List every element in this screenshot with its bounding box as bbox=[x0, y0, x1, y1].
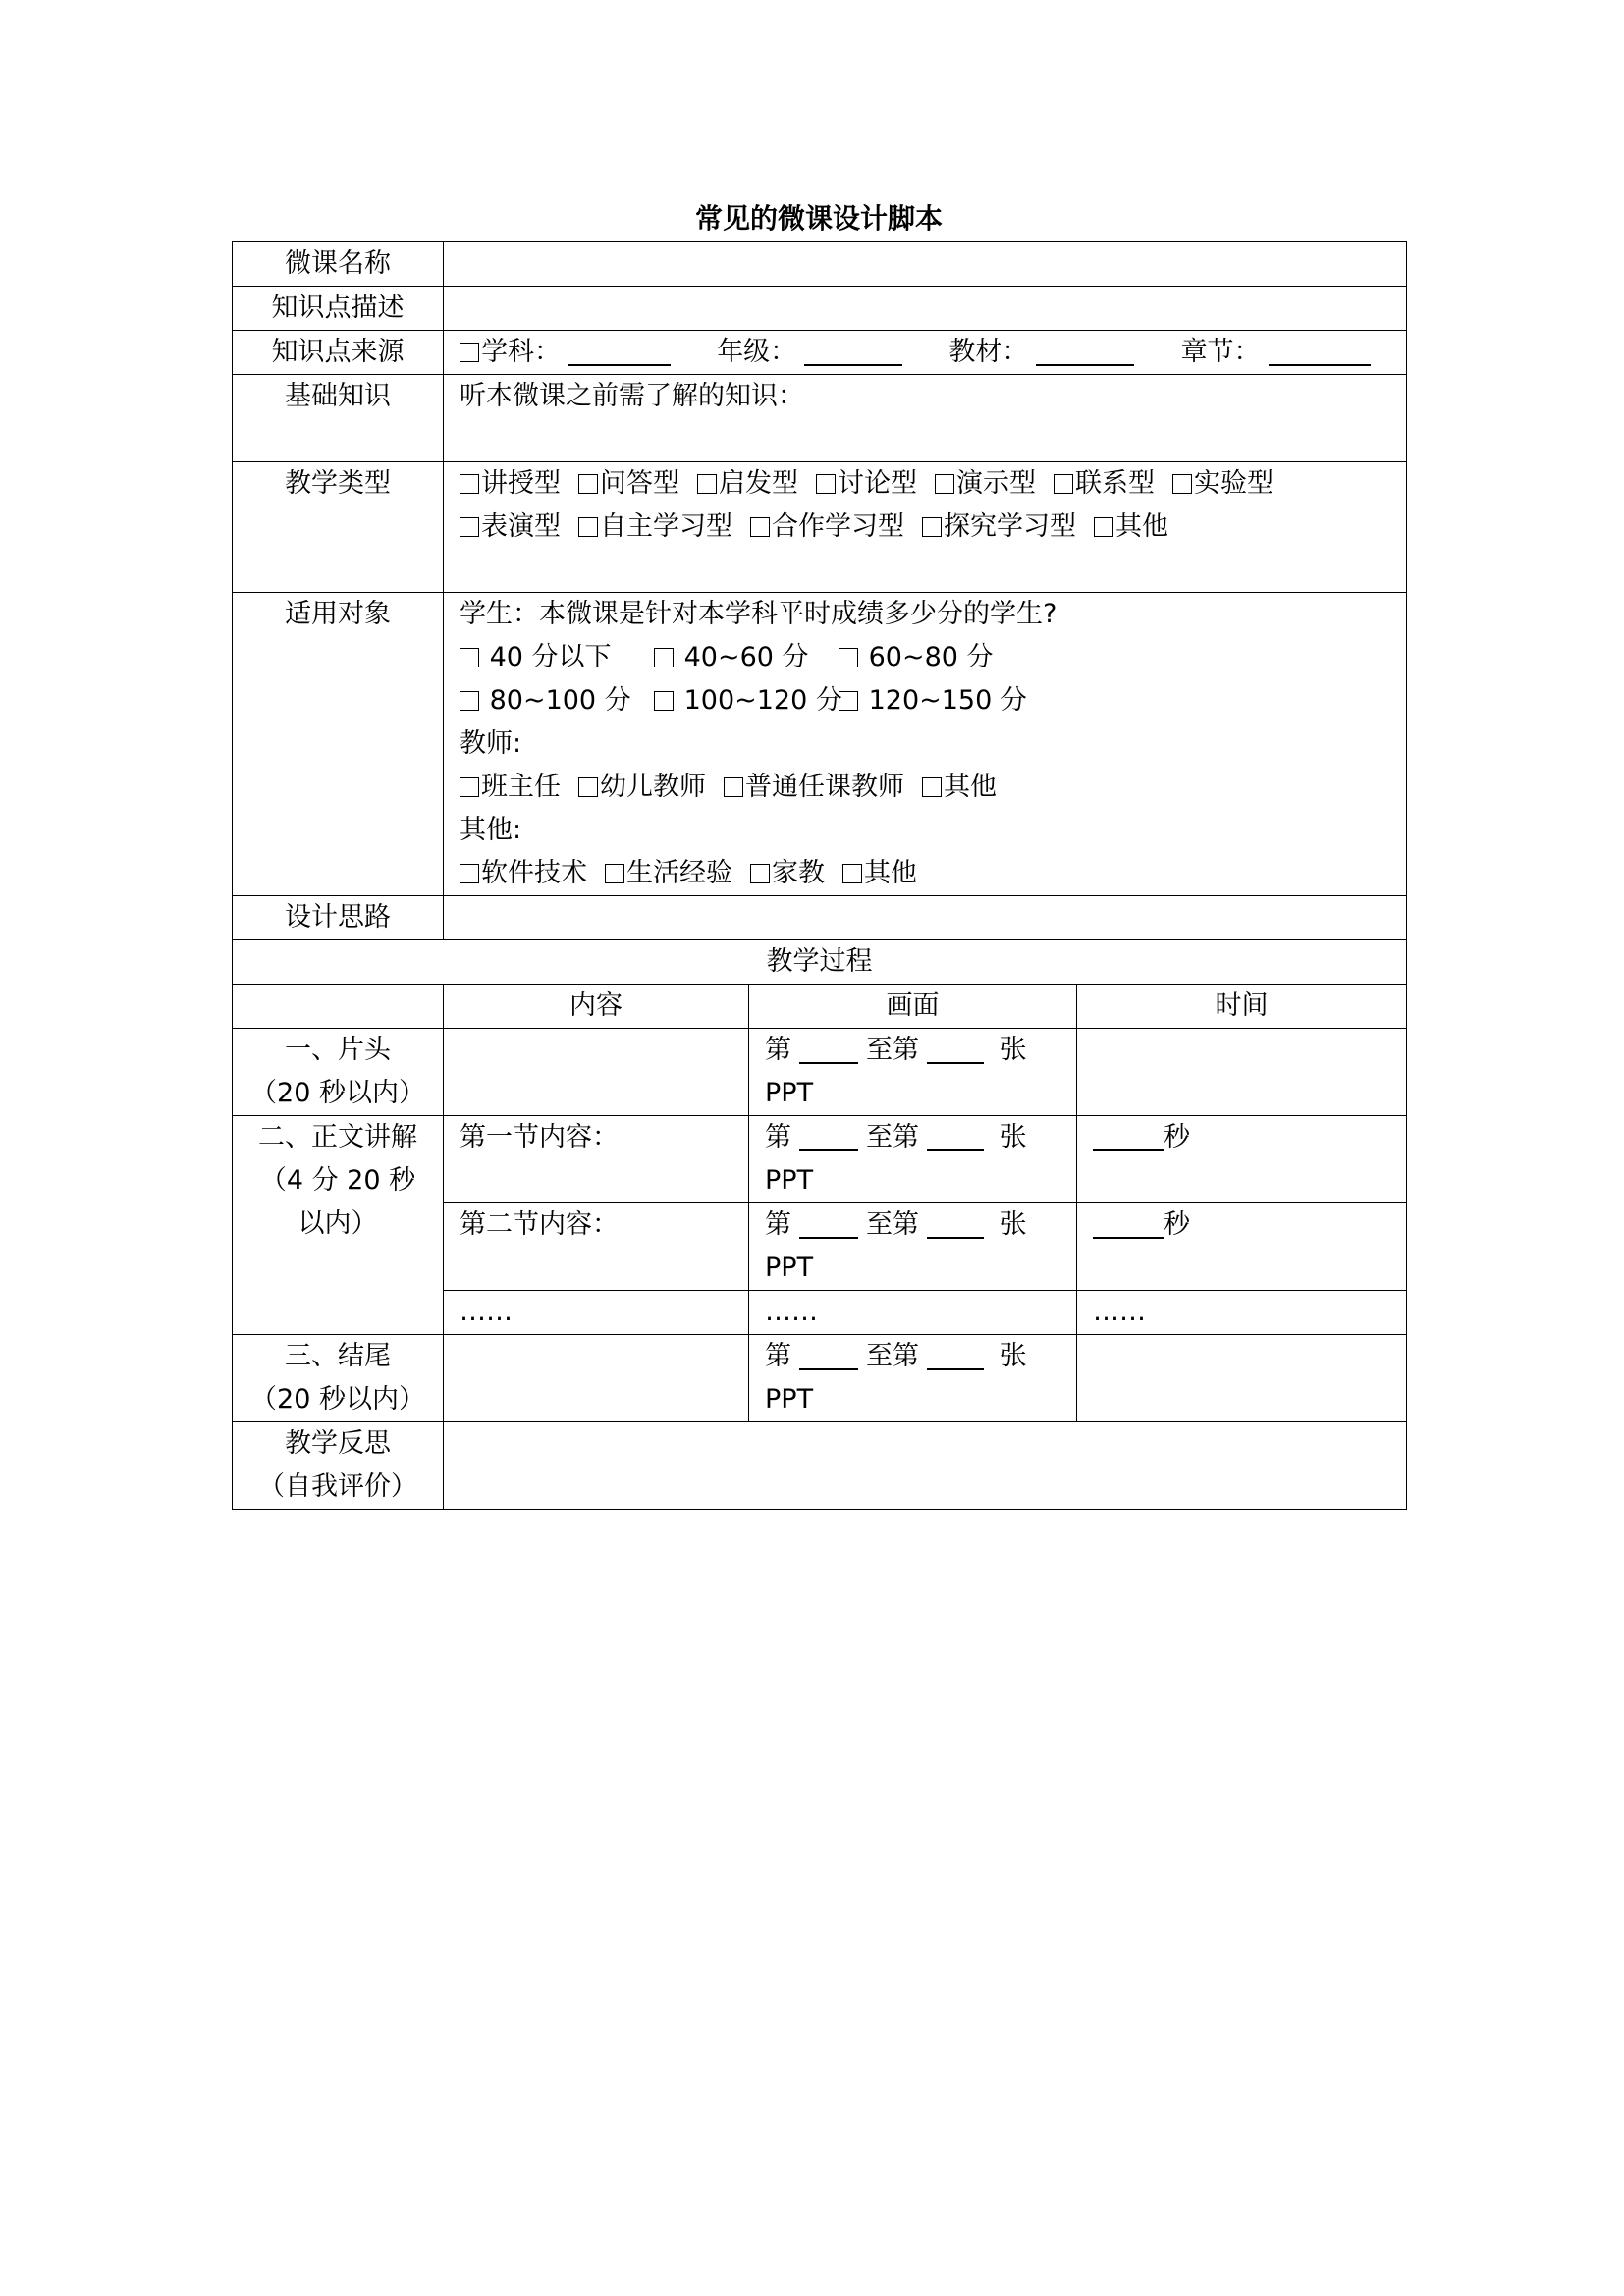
frame-end-blank[interactable] bbox=[927, 1207, 984, 1239]
opening-time-field[interactable] bbox=[1077, 1029, 1407, 1116]
checkbox-icon bbox=[842, 864, 862, 883]
design-idea-field[interactable] bbox=[444, 896, 1407, 940]
label-reflection: 教学反思 （自我评价） bbox=[233, 1422, 444, 1510]
opening-content-field[interactable] bbox=[444, 1029, 749, 1116]
checkbox-icon bbox=[750, 517, 770, 537]
section2-time-field: 秒 bbox=[1077, 1203, 1407, 1291]
label-source: 知识点来源 bbox=[233, 331, 444, 375]
teaching-type-options bbox=[444, 462, 1407, 593]
column-header-time: 时间 bbox=[1077, 985, 1407, 1029]
type-option[interactable]: 讲授型 bbox=[460, 462, 561, 506]
checkbox-icon bbox=[605, 864, 624, 883]
checkbox-icon bbox=[697, 474, 717, 494]
type-option[interactable]: 讨论型 bbox=[816, 462, 917, 506]
frame-start-blank[interactable] bbox=[799, 1033, 858, 1064]
teacher-option[interactable]: 幼儿教师 bbox=[578, 766, 706, 809]
label-basic-knowledge: 基础知识 bbox=[233, 375, 444, 462]
row-ending bbox=[233, 1335, 1407, 1422]
checkbox-icon bbox=[460, 777, 479, 797]
other-label: 其他: bbox=[460, 815, 522, 845]
label-audience: 适用对象 bbox=[233, 593, 444, 896]
name-field[interactable] bbox=[444, 242, 1407, 287]
checkbox-icon bbox=[578, 517, 598, 537]
ending-time-field[interactable] bbox=[1077, 1335, 1407, 1422]
checkbox-icon bbox=[922, 517, 942, 537]
row-column-headers bbox=[233, 985, 1407, 1029]
section1-content[interactable]: 第一节内容： bbox=[444, 1116, 749, 1203]
checkbox-icon bbox=[460, 648, 479, 667]
other-option[interactable]: 软件技术 bbox=[460, 852, 587, 895]
subject-blank[interactable] bbox=[568, 335, 671, 366]
type-option[interactable]: 联系型 bbox=[1054, 462, 1155, 506]
score-option[interactable]: 120~150 分 bbox=[839, 679, 1027, 722]
row-source bbox=[233, 331, 1407, 375]
textbook-label: 教材： bbox=[948, 337, 1029, 367]
label-body: 二、正文讲解 （4 分 20 秒以内） bbox=[233, 1116, 444, 1335]
description-field[interactable] bbox=[444, 287, 1407, 331]
frame-start-blank[interactable] bbox=[799, 1120, 858, 1151]
subject-checkbox[interactable] bbox=[460, 343, 479, 362]
ellipsis-frame: …… bbox=[749, 1291, 1077, 1335]
seconds-blank[interactable] bbox=[1093, 1120, 1164, 1151]
checkbox-icon bbox=[816, 474, 836, 494]
section1-time-field: 秒 bbox=[1077, 1116, 1407, 1203]
textbook-blank[interactable] bbox=[1036, 335, 1134, 366]
seconds-blank[interactable] bbox=[1093, 1207, 1164, 1239]
checkbox-icon bbox=[750, 864, 770, 883]
checkbox-icon bbox=[839, 648, 858, 667]
checkbox-icon bbox=[460, 691, 479, 711]
source-field bbox=[444, 331, 1407, 375]
label-description: 知识点描述 bbox=[233, 287, 444, 331]
subject-label: 学科： bbox=[481, 337, 561, 367]
checkbox-icon bbox=[1094, 517, 1113, 537]
type-option[interactable]: 表演型 bbox=[460, 506, 561, 549]
frame-end-blank[interactable] bbox=[927, 1339, 984, 1370]
score-option[interactable]: 40~60 分 bbox=[654, 636, 821, 679]
teacher-option[interactable]: 普通任课教师 bbox=[724, 766, 904, 809]
empty-header-cell bbox=[233, 985, 444, 1029]
row-opening bbox=[233, 1029, 1407, 1116]
teacher-option[interactable]: 其他 bbox=[922, 766, 997, 809]
type-option[interactable]: 自主学习型 bbox=[578, 506, 732, 549]
basic-knowledge-text: 听本微课之前需了解的知识： bbox=[460, 381, 804, 411]
frame-end-blank[interactable] bbox=[927, 1033, 984, 1064]
grade-label: 年级： bbox=[717, 337, 797, 367]
score-option[interactable]: 40 分以下 bbox=[460, 636, 636, 679]
type-option[interactable]: 实验型 bbox=[1172, 462, 1273, 506]
type-option[interactable]: 启发型 bbox=[697, 462, 798, 506]
ending-frame-field: 第 至第 张 PPT bbox=[749, 1335, 1077, 1422]
checkbox-icon bbox=[578, 777, 598, 797]
checkbox-icon bbox=[460, 517, 479, 537]
section2-frame-field: 第 至第 张 PPT bbox=[749, 1203, 1077, 1291]
frame-end-blank[interactable] bbox=[927, 1120, 984, 1151]
row-teaching-type bbox=[233, 462, 1407, 593]
section2-content[interactable]: 第二节内容： bbox=[444, 1203, 749, 1291]
label-teaching-type: 教学类型 bbox=[233, 462, 444, 593]
row-design-idea bbox=[233, 896, 1407, 940]
checkbox-icon bbox=[935, 474, 954, 494]
ellipsis-content: …… bbox=[444, 1291, 749, 1335]
type-option[interactable]: 问答型 bbox=[578, 462, 679, 506]
other-option[interactable]: 生活经验 bbox=[605, 852, 732, 895]
checkbox-icon bbox=[578, 474, 598, 494]
teacher-option[interactable]: 班主任 bbox=[460, 766, 561, 809]
section1-frame-field: 第 至第 张 PPT bbox=[749, 1116, 1077, 1203]
other-option[interactable]: 其他 bbox=[842, 852, 917, 895]
checkbox-icon bbox=[460, 864, 479, 883]
checkbox-icon bbox=[1172, 474, 1192, 494]
grade-blank[interactable] bbox=[804, 335, 902, 366]
script-form-table bbox=[232, 241, 1407, 1510]
label-name: 微课名称 bbox=[233, 242, 444, 287]
score-option[interactable]: 60~80 分 bbox=[839, 636, 994, 679]
row-reflection bbox=[233, 1422, 1407, 1510]
chapter-label: 章节： bbox=[1180, 337, 1261, 367]
type-option[interactable]: 其他 bbox=[1094, 506, 1168, 549]
label-opening: 一、片头 （20 秒以内） bbox=[233, 1029, 444, 1116]
row-description bbox=[233, 287, 1407, 331]
type-option[interactable]: 演示型 bbox=[935, 462, 1036, 506]
checkbox-icon bbox=[922, 777, 942, 797]
frame-start-blank[interactable] bbox=[799, 1207, 858, 1239]
document-title: 常见的微课设计脚本 bbox=[694, 202, 943, 235]
score-option[interactable]: 80~100 分 bbox=[460, 679, 636, 722]
chapter-blank[interactable] bbox=[1269, 335, 1371, 366]
row-body-section1 bbox=[233, 1116, 1407, 1203]
reflection-field[interactable] bbox=[444, 1422, 1407, 1510]
column-header-content: 内容 bbox=[444, 985, 749, 1029]
checkbox-icon bbox=[654, 691, 674, 711]
process-header: 教学过程 bbox=[233, 940, 1407, 985]
audience-field bbox=[444, 593, 1407, 896]
teacher-label: 教师: bbox=[460, 728, 522, 759]
label-ending: 三、结尾 （20 秒以内） bbox=[233, 1335, 444, 1422]
checkbox-icon bbox=[460, 474, 479, 494]
type-option[interactable]: 合作学习型 bbox=[750, 506, 904, 549]
type-option[interactable]: 探究学习型 bbox=[922, 506, 1076, 549]
row-name bbox=[233, 242, 1407, 287]
frame-start-blank[interactable] bbox=[799, 1339, 858, 1370]
row-audience bbox=[233, 593, 1407, 896]
basic-knowledge-field[interactable] bbox=[444, 375, 1407, 462]
label-design-idea: 设计思路 bbox=[233, 896, 444, 940]
student-question: 学生：本微课是针对本学科平时成绩多少分的学生? bbox=[460, 599, 1057, 629]
checkbox-icon bbox=[1054, 474, 1073, 494]
score-option[interactable]: 100~120 分 bbox=[654, 679, 821, 722]
ending-content-field[interactable] bbox=[444, 1335, 749, 1422]
ellipsis-time: …… bbox=[1077, 1291, 1407, 1335]
checkbox-icon bbox=[724, 777, 743, 797]
row-basic-knowledge bbox=[233, 375, 1407, 462]
checkbox-icon bbox=[839, 691, 858, 711]
other-option[interactable]: 家教 bbox=[750, 852, 825, 895]
opening-frame-field: 第 至第 张 PPT bbox=[749, 1029, 1077, 1116]
column-header-frame: 画面 bbox=[749, 985, 1077, 1029]
row-process-header bbox=[233, 940, 1407, 985]
checkbox-icon bbox=[654, 648, 674, 667]
